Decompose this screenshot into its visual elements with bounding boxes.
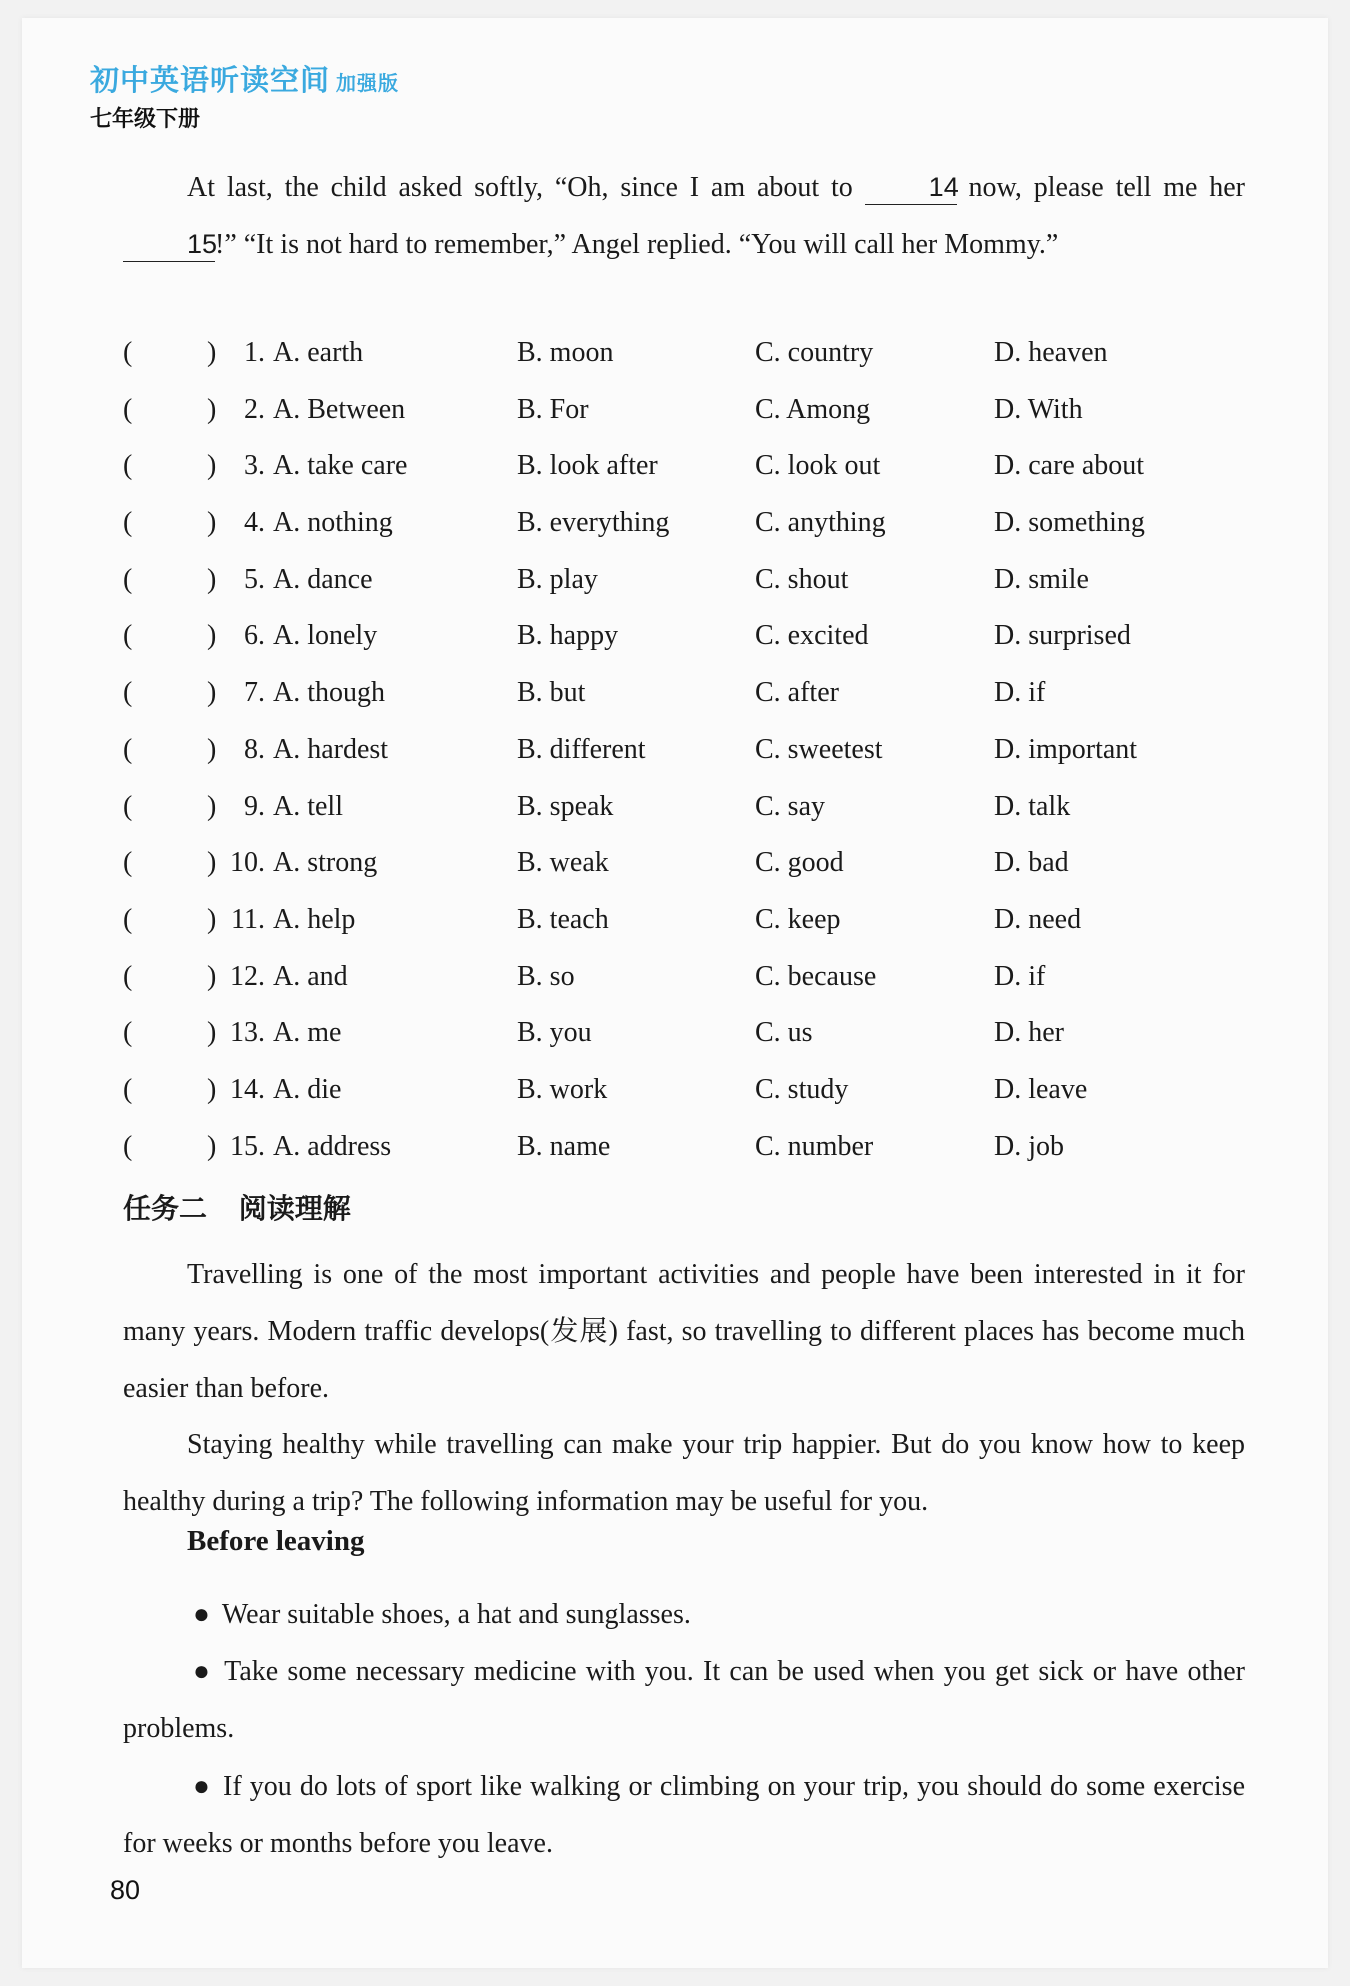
bullet-dot-icon: ●: [193, 1599, 210, 1630]
option-a: A. hardest: [273, 733, 389, 765]
edition-label: 加强版: [336, 71, 400, 95]
option-c: C. anything: [755, 507, 886, 539]
passage-text-2: now, please tell me her: [968, 172, 1246, 203]
question-row: [123, 779, 1263, 836]
question-row: [123, 665, 1263, 722]
question-number: 9.: [244, 790, 265, 822]
option-d: D. talk: [994, 790, 1071, 822]
answer-bracket-open: (: [123, 903, 133, 935]
option-b: B. teach: [517, 903, 609, 935]
option-c: C. good: [755, 847, 844, 879]
grade-label: 七年级下册: [90, 107, 201, 132]
question-row: [123, 949, 1263, 1006]
passage-text-3: !” “It is not hard to remember,” Angel replied. “You will call her Mommy.”: [215, 229, 1059, 260]
answer-bracket-open: (: [123, 677, 133, 709]
option-c: C. keep: [755, 903, 841, 935]
question-row: [123, 1005, 1263, 1062]
option-b: B. look after: [517, 450, 658, 482]
option-c: C. because: [755, 960, 877, 992]
question-row: [123, 495, 1263, 552]
section-title: 任务二 阅读理解: [123, 1192, 351, 1225]
option-c: C. us: [755, 1017, 813, 1049]
option-d: D. something: [994, 507, 1145, 539]
option-a: A. address: [273, 1130, 392, 1162]
passage-text-1: At last, the child asked softly, “Oh, since I am about to: [187, 172, 853, 203]
bullet-text: Take some necessary medicine with you. It can be used when you get sick or have other problems.: [123, 1656, 1245, 1744]
question-number: 15.: [230, 1130, 265, 1162]
question-number: 13.: [230, 1017, 265, 1049]
option-c: C. look out: [755, 450, 881, 482]
question-number: 14.: [230, 1073, 265, 1105]
option-a: A. strong: [273, 847, 378, 879]
question-row: [123, 835, 1263, 892]
option-b: B. moon: [517, 337, 614, 368]
answer-bracket-close: ): [207, 1073, 217, 1105]
answer-bracket-close: ): [207, 960, 217, 992]
answer-bracket-open: (: [123, 620, 133, 652]
option-d: D. surprised: [994, 620, 1131, 652]
subheading-before-leaving: Before leaving: [187, 1525, 365, 1557]
answer-bracket-open: (: [123, 563, 133, 595]
option-d: D. if: [994, 677, 1046, 709]
option-a: A. and: [273, 960, 348, 992]
option-d: D. her: [994, 1017, 1064, 1049]
option-c: C. after: [755, 677, 839, 709]
answer-bracket-close: ): [207, 903, 217, 935]
page-number: 80: [110, 1875, 141, 1905]
question-number: 10.: [230, 847, 265, 879]
question-number: 1.: [244, 337, 265, 368]
answer-bracket-open: (: [123, 1073, 133, 1105]
option-a: A. earth: [273, 337, 364, 368]
option-c: C. number: [755, 1130, 874, 1162]
book-title: [90, 58, 399, 99]
question-number: 7.: [244, 677, 265, 709]
option-a: A. help: [273, 903, 356, 935]
answer-bracket-close: ): [207, 620, 217, 652]
option-d: D. if: [994, 960, 1046, 992]
option-a: A. nothing: [273, 507, 393, 539]
question-row: [123, 438, 1263, 495]
option-b: B. play: [517, 563, 598, 595]
bullet-text: If you do lots of sport like walking or climbing on your trip, you should do some exercise for weeks or months before you leave.: [123, 1771, 1246, 1859]
option-a: A. tell: [273, 790, 343, 822]
answer-bracket-close: ): [207, 677, 217, 709]
answer-bracket-open: (: [123, 393, 133, 425]
answer-bracket-open: (: [123, 847, 133, 879]
option-d: D. job: [994, 1130, 1064, 1162]
option-d: D. care about: [994, 450, 1145, 482]
bullet-dot-icon: ●: [193, 1771, 212, 1802]
option-d: D. leave: [994, 1073, 1088, 1105]
option-b: B. name: [517, 1130, 611, 1162]
option-b: B. different: [517, 733, 646, 765]
bullet-item: [123, 1758, 1245, 1872]
question-number: 5.: [244, 563, 265, 595]
question-number: 2.: [244, 393, 265, 425]
option-b: B. you: [517, 1017, 592, 1049]
answer-bracket-close: ): [207, 450, 217, 482]
book-title-text: 初中英语听读空间: [90, 63, 331, 97]
reading-paragraph-1: Travelling is one of the most important activities and people have been interested in it for many years. Modern traffic develops(发展) fast, so travelling to different places has become much easier than before.: [123, 1259, 1245, 1404]
option-d: D. important: [994, 733, 1138, 765]
option-a: A. me: [273, 1017, 342, 1049]
cloze-passage-end: [123, 159, 1245, 273]
bullet-dot-icon: ●: [193, 1656, 213, 1687]
question-row: [123, 1062, 1263, 1119]
question-row: [123, 892, 1263, 949]
option-b: B. work: [517, 1073, 608, 1105]
bullet-text: Wear suitable shoes, a hat and sunglasses.: [221, 1599, 691, 1630]
question-row: [123, 325, 1263, 382]
question-row: [123, 722, 1263, 779]
answer-bracket-close: ): [207, 563, 217, 595]
bullet-item: [123, 1586, 1245, 1643]
option-d: D. smile: [994, 563, 1089, 595]
option-b: B. happy: [517, 620, 619, 652]
option-a: A. though: [273, 677, 385, 709]
option-b: B. speak: [517, 790, 614, 822]
answer-bracket-close: ): [207, 507, 217, 539]
answer-bracket-open: (: [123, 733, 133, 765]
question-number: 11.: [231, 903, 265, 935]
question-row: [123, 382, 1263, 439]
option-d: D. bad: [994, 847, 1069, 879]
question-number: 6.: [244, 620, 265, 652]
answer-bracket-open: (: [123, 1130, 133, 1162]
option-c: C. say: [755, 790, 825, 822]
question-row: [123, 1119, 1263, 1176]
answer-bracket-close: ): [207, 847, 217, 879]
option-a: A. lonely: [273, 620, 378, 652]
answer-bracket-close: ): [207, 1017, 217, 1049]
answer-bracket-open: (: [123, 960, 133, 992]
question-row: [123, 552, 1263, 609]
option-c: C. excited: [755, 620, 869, 652]
blank-15: 15: [123, 227, 215, 262]
reading-paragraph-2: Staying healthy while travelling can make your trip happier. But do you know how to keep healthy during a trip? The following information may be useful for you.: [123, 1429, 1245, 1517]
option-a: A. Between: [273, 393, 406, 425]
option-c: C. Among: [755, 393, 871, 425]
question-list: [123, 325, 1263, 1175]
answer-bracket-open: (: [123, 337, 133, 368]
answer-bracket-close: ): [207, 337, 217, 368]
option-d: D. heaven: [994, 337, 1108, 368]
option-c: C. country: [755, 337, 874, 368]
option-a: A. die: [273, 1073, 342, 1105]
option-b: B. weak: [517, 847, 609, 879]
option-a: A. dance: [273, 563, 373, 595]
option-c: C. shout: [755, 563, 849, 595]
option-b: B. everything: [517, 507, 670, 539]
bullet-item: [123, 1643, 1245, 1757]
answer-bracket-close: ): [207, 393, 217, 425]
answer-bracket-open: (: [123, 790, 133, 822]
blank-14: 14: [865, 170, 957, 205]
answer-bracket-close: ): [207, 1130, 217, 1162]
option-b: B. but: [517, 677, 586, 709]
option-a: A. take care: [273, 450, 408, 482]
option-c: C. sweetest: [755, 733, 883, 765]
question-number: 4.: [244, 507, 265, 539]
question-number: 12.: [230, 960, 265, 992]
answer-bracket-open: (: [123, 507, 133, 539]
answer-bracket-close: ): [207, 733, 217, 765]
question-number: 8.: [244, 733, 265, 765]
option-c: C. study: [755, 1073, 849, 1105]
option-b: B. so: [517, 960, 575, 992]
option-d: D. need: [994, 903, 1082, 935]
answer-bracket-close: ): [207, 790, 217, 822]
answer-bracket-open: (: [123, 1017, 133, 1049]
option-d: D. With: [994, 393, 1083, 425]
answer-bracket-open: (: [123, 450, 133, 482]
option-b: B. For: [517, 393, 589, 425]
question-row: [123, 608, 1263, 665]
question-number: 3.: [244, 450, 265, 482]
